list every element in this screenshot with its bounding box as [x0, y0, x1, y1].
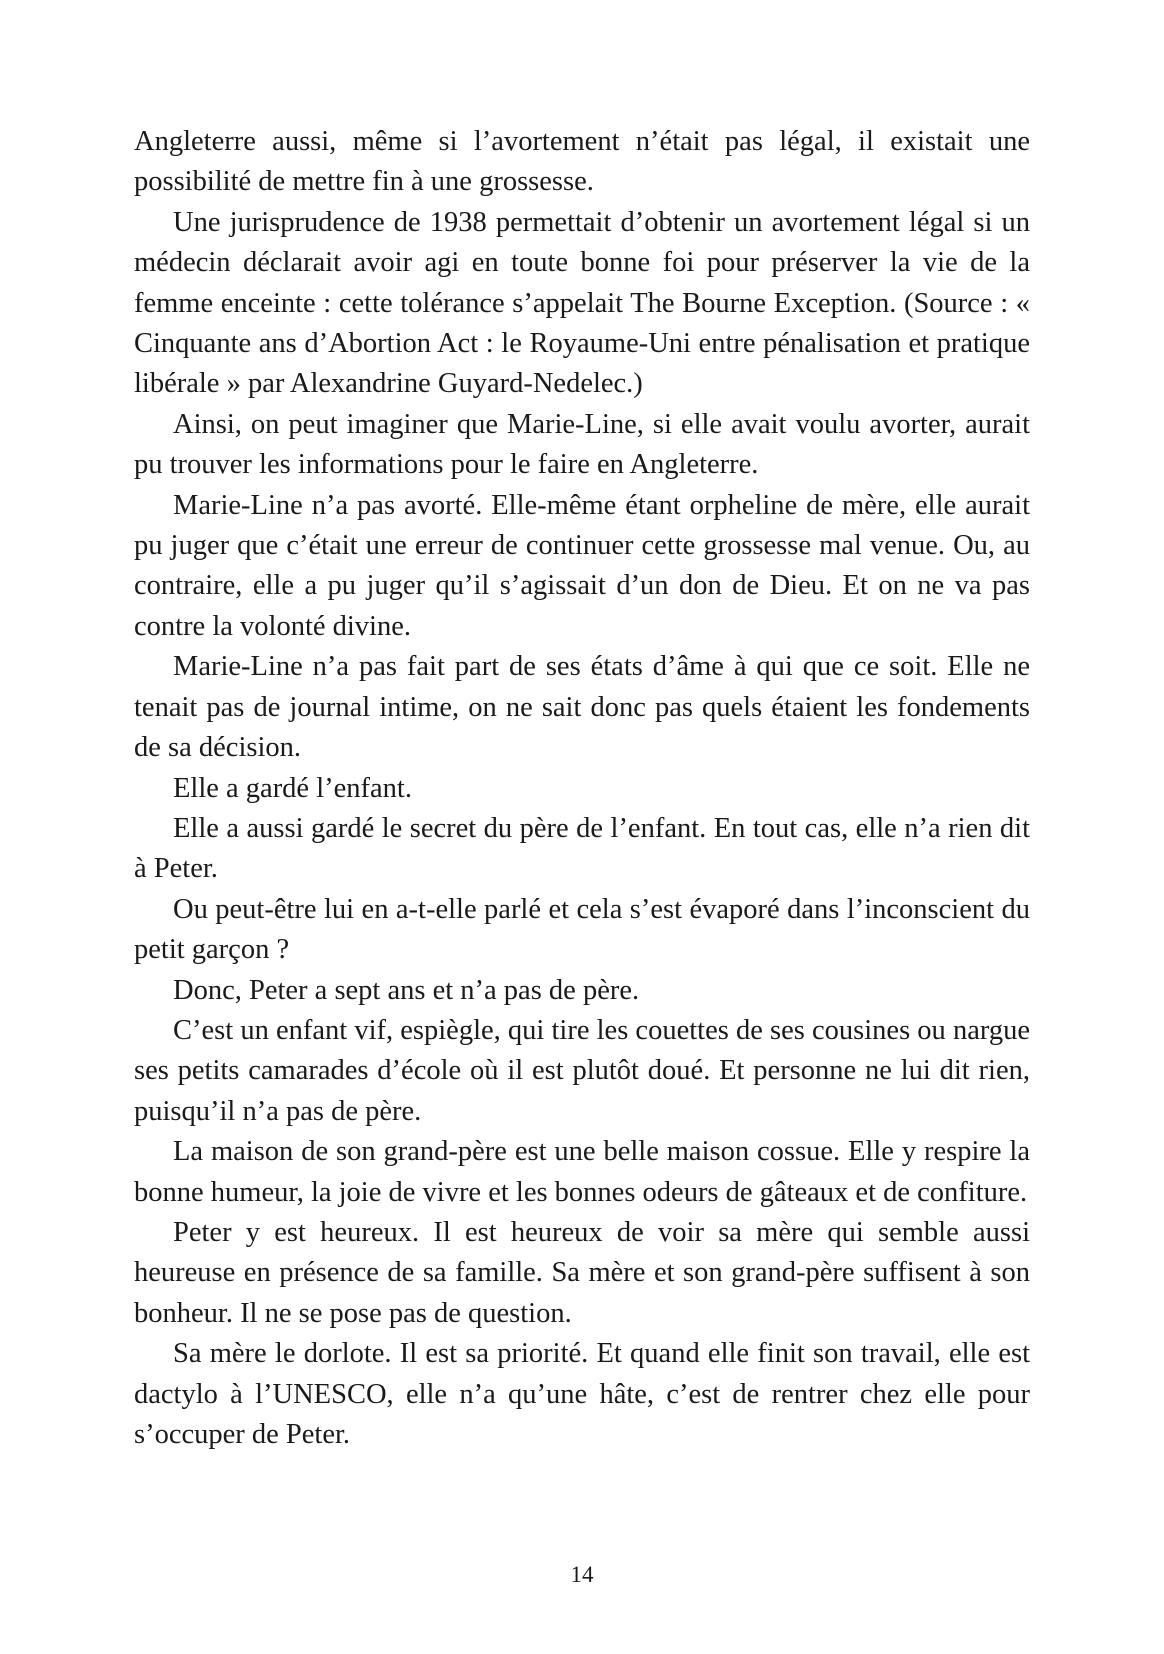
paragraph-5: Marie-Line n’a pas fait part de ses états d’âme à qui que ce soit. Elle ne tenait pas de journal intime, on ne sait donc pas quels étaient les fondements de sa décision.	[134, 651, 1030, 764]
paragraph-9: Donc, Peter a sept ans et n’a pas de père.	[173, 974, 640, 1006]
paragraph-6: Elle a gardé l’enfant.	[173, 772, 412, 804]
body-text	[134, 122, 1030, 1455]
paragraph-2: Une jurisprudence de 1938 permettait d’obtenir un avortement légal si un médecin déclarait avoir agi en toute bonne foi pour préserver la vie de la femme enceinte : cette tolérance s’appelait The Bourne Exception. (Source : « Cinquante ans d’Abortion Act : le Royaume-Uni entre pénalisation et pratique libérale » par Alexandrine Guyard-Nedelec.)	[134, 206, 1030, 400]
paragraph-3: Ainsi, on peut imaginer que Marie-Line, si elle avait voulu avorter, aurait pu trouver les informations pour le faire en Angleterre.	[134, 408, 1030, 481]
paragraph-11: La maison de son grand-père est une belle maison cossue. Elle y respire la bonne humeur, la joie de vivre et les bonnes odeurs de gâteaux et de confiture.	[134, 1136, 1030, 1208]
paragraph-1: Angleterre aussi, même si l’avortement n’était pas légal, il existait une possibilité de mettre fin à une grossesse.	[134, 126, 1030, 198]
paragraph-7: Elle a aussi gardé le secret du père de l’enfant. En tout cas, elle n’a rien dit à Peter.	[134, 812, 1030, 885]
paragraph-13: Sa mère le dorlote. Il est sa priorité. Et quand elle finit son travail, elle est dactylo à l’UNESCO, elle n’a qu’une hâte, c’est de rentrer chez elle pour s’occuper de Peter.	[134, 1338, 1030, 1450]
page-number: 14	[570, 1562, 594, 1587]
paragraph-8: Ou peut-être lui en a-t-elle parlé et cela s’est évaporé dans l’inconscient du petit garçon ?	[134, 893, 1030, 966]
paragraph-12: Peter y est heureux. Il est heureux de voir sa mère qui semble aussi heureuse en présence de sa famille. Sa mère et son grand-père suffisent à son bonheur. Il ne se pose pas de question.	[134, 1216, 1030, 1329]
paragraph-10: C’est un enfant vif, espiègle, qui tire les couettes de ses cousines ou nargue ses petits camarades d’école où il est plutôt doué. Et personne ne lui dit rien, puisqu’il n’a pas de père.	[134, 1014, 1030, 1127]
paragraph-4: Marie-Line n’a pas avorté. Elle-même étant orpheline de mère, elle aurait pu juger que c’était une erreur de continuer cette grossesse mal venue. Ou, au contraire, elle a pu juger qu’il s’agissait d’un don de Dieu. Et on ne va pas contre la volonté divine.	[134, 489, 1030, 642]
